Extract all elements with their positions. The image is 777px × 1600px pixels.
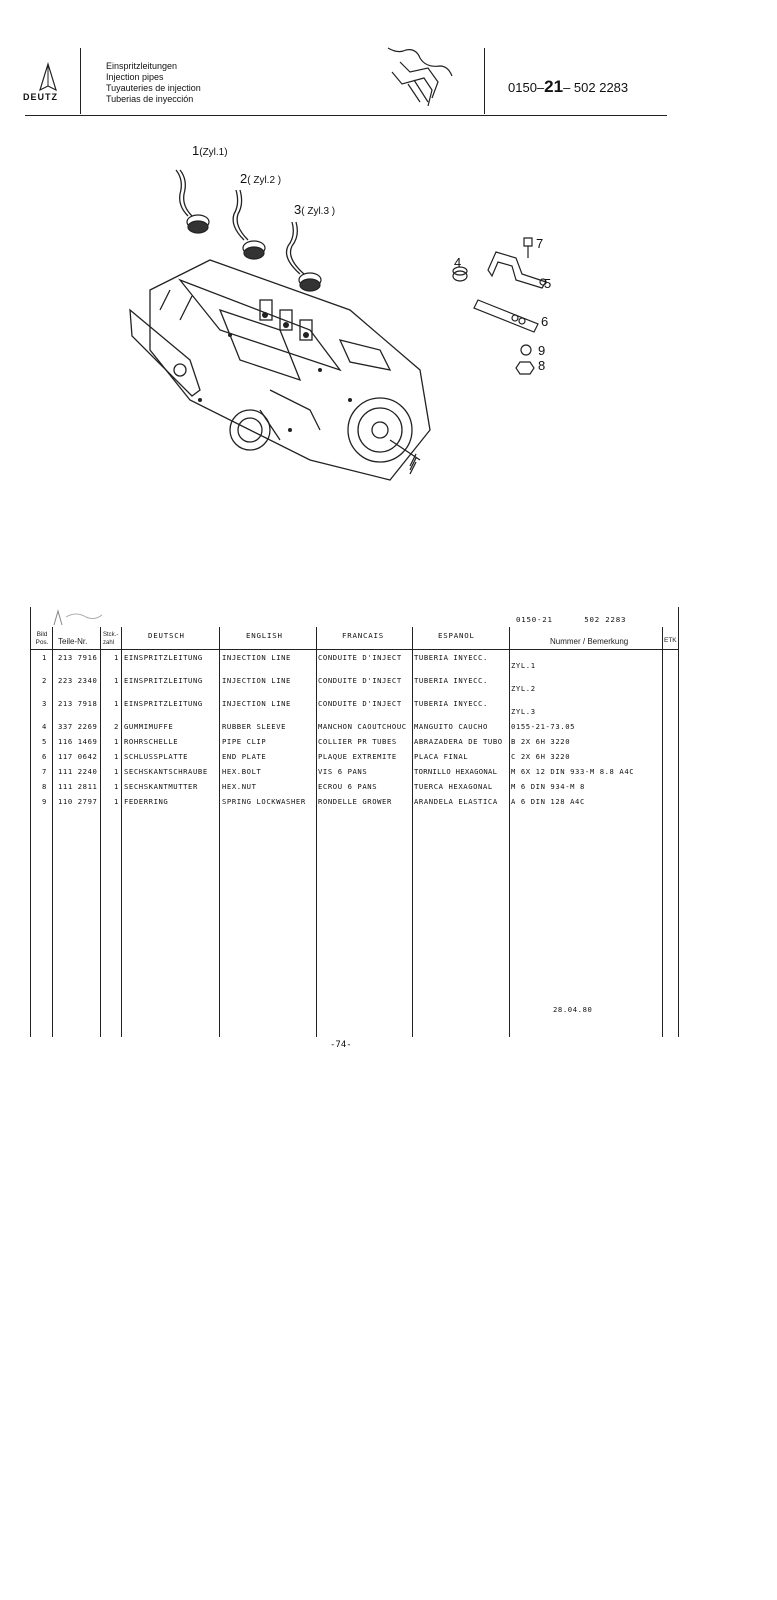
row3-pos: 3 [42, 699, 47, 708]
col-head-espanol: ESPANOL [438, 631, 475, 640]
header-rule [25, 115, 667, 116]
title-fr: Tuyauteries de injection [106, 83, 201, 93]
col-head-etk: ETK [664, 637, 677, 644]
col-divider [52, 627, 53, 1037]
callout-2: 2( Zyl.2 ) [240, 171, 282, 186]
row1-part: 213 7916 [58, 653, 98, 662]
row5-en: PIPE CLIP [222, 737, 267, 746]
row2-en: INJECTION LINE [222, 676, 291, 685]
row3-remark: ZYL.3 [511, 707, 536, 716]
row4-de: GUMMIMUFFE [124, 722, 174, 731]
row4-es: MANGUITO CAUCHO [414, 722, 488, 731]
row3-de: EINSPRITZLEITUNG [124, 699, 203, 708]
callout-7: 7 [536, 236, 544, 251]
row7-fr: VIS 6 PANS [318, 767, 368, 776]
row5-remark: B 2X 6H 3220 [511, 737, 571, 746]
col-divider [100, 627, 101, 1037]
pipes-thumbnail [378, 44, 468, 110]
row9-en: SPRING LOCKWASHER [222, 797, 306, 806]
col-divider [412, 627, 413, 1037]
callout-9: 9 [538, 343, 546, 358]
row1-fr: CONDUITE D'INJECT [318, 653, 402, 662]
row1-es: TUBERIA INYECC. [414, 653, 488, 662]
col-divider [121, 627, 122, 1037]
row2-es: TUBERIA INYECC. [414, 676, 488, 685]
table-date: 28.04.80 [553, 1005, 593, 1014]
row9-remark: A 6 DIN 128 A4C [511, 797, 585, 806]
row8-part: 111 2811 [58, 782, 98, 791]
row3-qty: 1 [114, 699, 119, 708]
title-en: Injection pipes [106, 72, 164, 82]
row3-es: TUBERIA INYECC. [414, 699, 488, 708]
title-de: Einspritzleitungen [106, 61, 178, 71]
row6-qty: 1 [114, 752, 119, 761]
row2-pos: 2 [42, 676, 47, 685]
col-head-qty: Stck.- zahl [103, 632, 119, 646]
col-divider [509, 627, 510, 1037]
row2-qty: 1 [114, 676, 119, 685]
row3-en: INJECTION LINE [222, 699, 291, 708]
row2-de: EINSPRITZLEITUNG [124, 676, 203, 685]
callout-4: 4 [454, 255, 462, 270]
catalog-group: 21 [544, 77, 564, 96]
row4-remark: 0155-21-73.05 [511, 722, 576, 731]
row7-pos: 7 [42, 767, 47, 776]
row1-en: INJECTION LINE [222, 653, 291, 662]
page-titles [106, 61, 201, 105]
callout-3: 3( Zyl.3 ) [294, 202, 336, 217]
row9-es: ARANDELA ELASTICA [414, 797, 498, 806]
row9-de: FEDERRING [124, 797, 169, 806]
parts-table [30, 607, 679, 1037]
row8-remark: M 6 DIN 934-M 8 [511, 782, 585, 791]
col-head-remark: Nummer / Bemerkung [550, 637, 629, 646]
row5-pos: 5 [42, 737, 47, 746]
row3-part: 213 7918 [58, 699, 98, 708]
row8-de: SECHSKANTMUTTER [124, 782, 198, 791]
table-border-left [30, 607, 31, 1037]
row6-de: SCHLUSSPLATTE [124, 752, 189, 761]
row1-pos: 1 [42, 653, 47, 662]
callout-8: 8 [538, 358, 546, 373]
row9-pos: 9 [42, 797, 47, 806]
row5-de: ROHRSCHELLE [124, 737, 179, 746]
col-head-deutsch: DEUTSCH [148, 631, 185, 640]
callout-5: 5 [544, 276, 552, 291]
row5-part: 116 1469 [58, 737, 98, 746]
row2-remark: ZYL.2 [511, 684, 536, 693]
row8-pos: 8 [42, 782, 47, 791]
row9-fr: RONDELLE GROWER [318, 797, 392, 806]
row8-qty: 1 [114, 782, 119, 791]
row9-part: 110 2797 [58, 797, 98, 806]
row6-remark: C 2X 6H 3220 [511, 752, 571, 761]
row7-part: 111 2240 [58, 767, 98, 776]
row7-de: SECHSKANTSCHRAUBE [124, 767, 208, 776]
row4-pos: 4 [42, 722, 47, 731]
callout-1: 1(Zyl.1) [192, 143, 228, 158]
row8-en: HEX.NUT [222, 782, 257, 791]
row4-qty: 2 [114, 722, 119, 731]
row4-fr: MANCHON CAOUTCHOUC [318, 722, 407, 731]
col-head-pos: Bild Pos. [35, 631, 49, 646]
row1-de: EINSPRITZLEITUNG [124, 653, 203, 662]
row2-fr: CONDUITE D'INJECT [318, 676, 402, 685]
col-divider [662, 627, 663, 1037]
col-divider [219, 627, 220, 1037]
catalog-suffix: – 502 2283 [563, 80, 629, 95]
row7-en: HEX.BOLT [222, 767, 262, 776]
row5-fr: COLLIER PR TUBES [318, 737, 397, 746]
header-divider-right [484, 48, 485, 114]
col-head-francais: FRANCAIS [342, 631, 384, 640]
col-head-partno: Teile-Nr. [58, 637, 88, 646]
row5-es: ABRAZADERA DE TUBO [414, 737, 503, 746]
table-ref: 0150-21 502 2283 [516, 615, 627, 624]
row1-qty: 1 [114, 653, 119, 662]
title-es: Tuberias de inyección [106, 94, 194, 104]
row7-remark: M 6X 12 DIN 933-M 8.8 A4C [511, 767, 635, 776]
callout-6: 6 [541, 314, 549, 329]
row7-es: TORNILLO HEXAGONAL [414, 767, 498, 776]
row8-fr: ECROU 6 PANS [318, 782, 378, 791]
row5-qty: 1 [114, 737, 119, 746]
row1-remark: ZYL.1 [511, 661, 536, 670]
table-header-rule [30, 649, 679, 650]
catalog-prefix: 0150– [508, 80, 545, 95]
catalog-number [508, 77, 628, 97]
row6-pos: 6 [42, 752, 47, 761]
row3-fr: CONDUITE D'INJECT [318, 699, 402, 708]
row4-en: RUBBER SLEEVE [222, 722, 287, 731]
row7-qty: 1 [114, 767, 119, 776]
row8-es: TUERCA HEXAGONAL [414, 782, 493, 791]
page-number: -74- [330, 1040, 352, 1050]
brand-name: DEUTZ [23, 92, 58, 102]
row6-es: PLACA FINAL [414, 752, 469, 761]
col-divider [316, 627, 317, 1037]
header-divider [80, 48, 81, 114]
table-border-right [678, 607, 679, 1037]
row4-part: 337 2269 [58, 722, 98, 731]
row2-part: 223 2340 [58, 676, 98, 685]
table-logo [48, 609, 108, 627]
col-head-english: ENGLISH [246, 631, 283, 640]
row6-fr: PLAQUE EXTREMITE [318, 752, 397, 761]
exploded-diagram [120, 140, 560, 500]
row6-en: END PLATE [222, 752, 267, 761]
row9-qty: 1 [114, 797, 119, 806]
row6-part: 117 0642 [58, 752, 98, 761]
